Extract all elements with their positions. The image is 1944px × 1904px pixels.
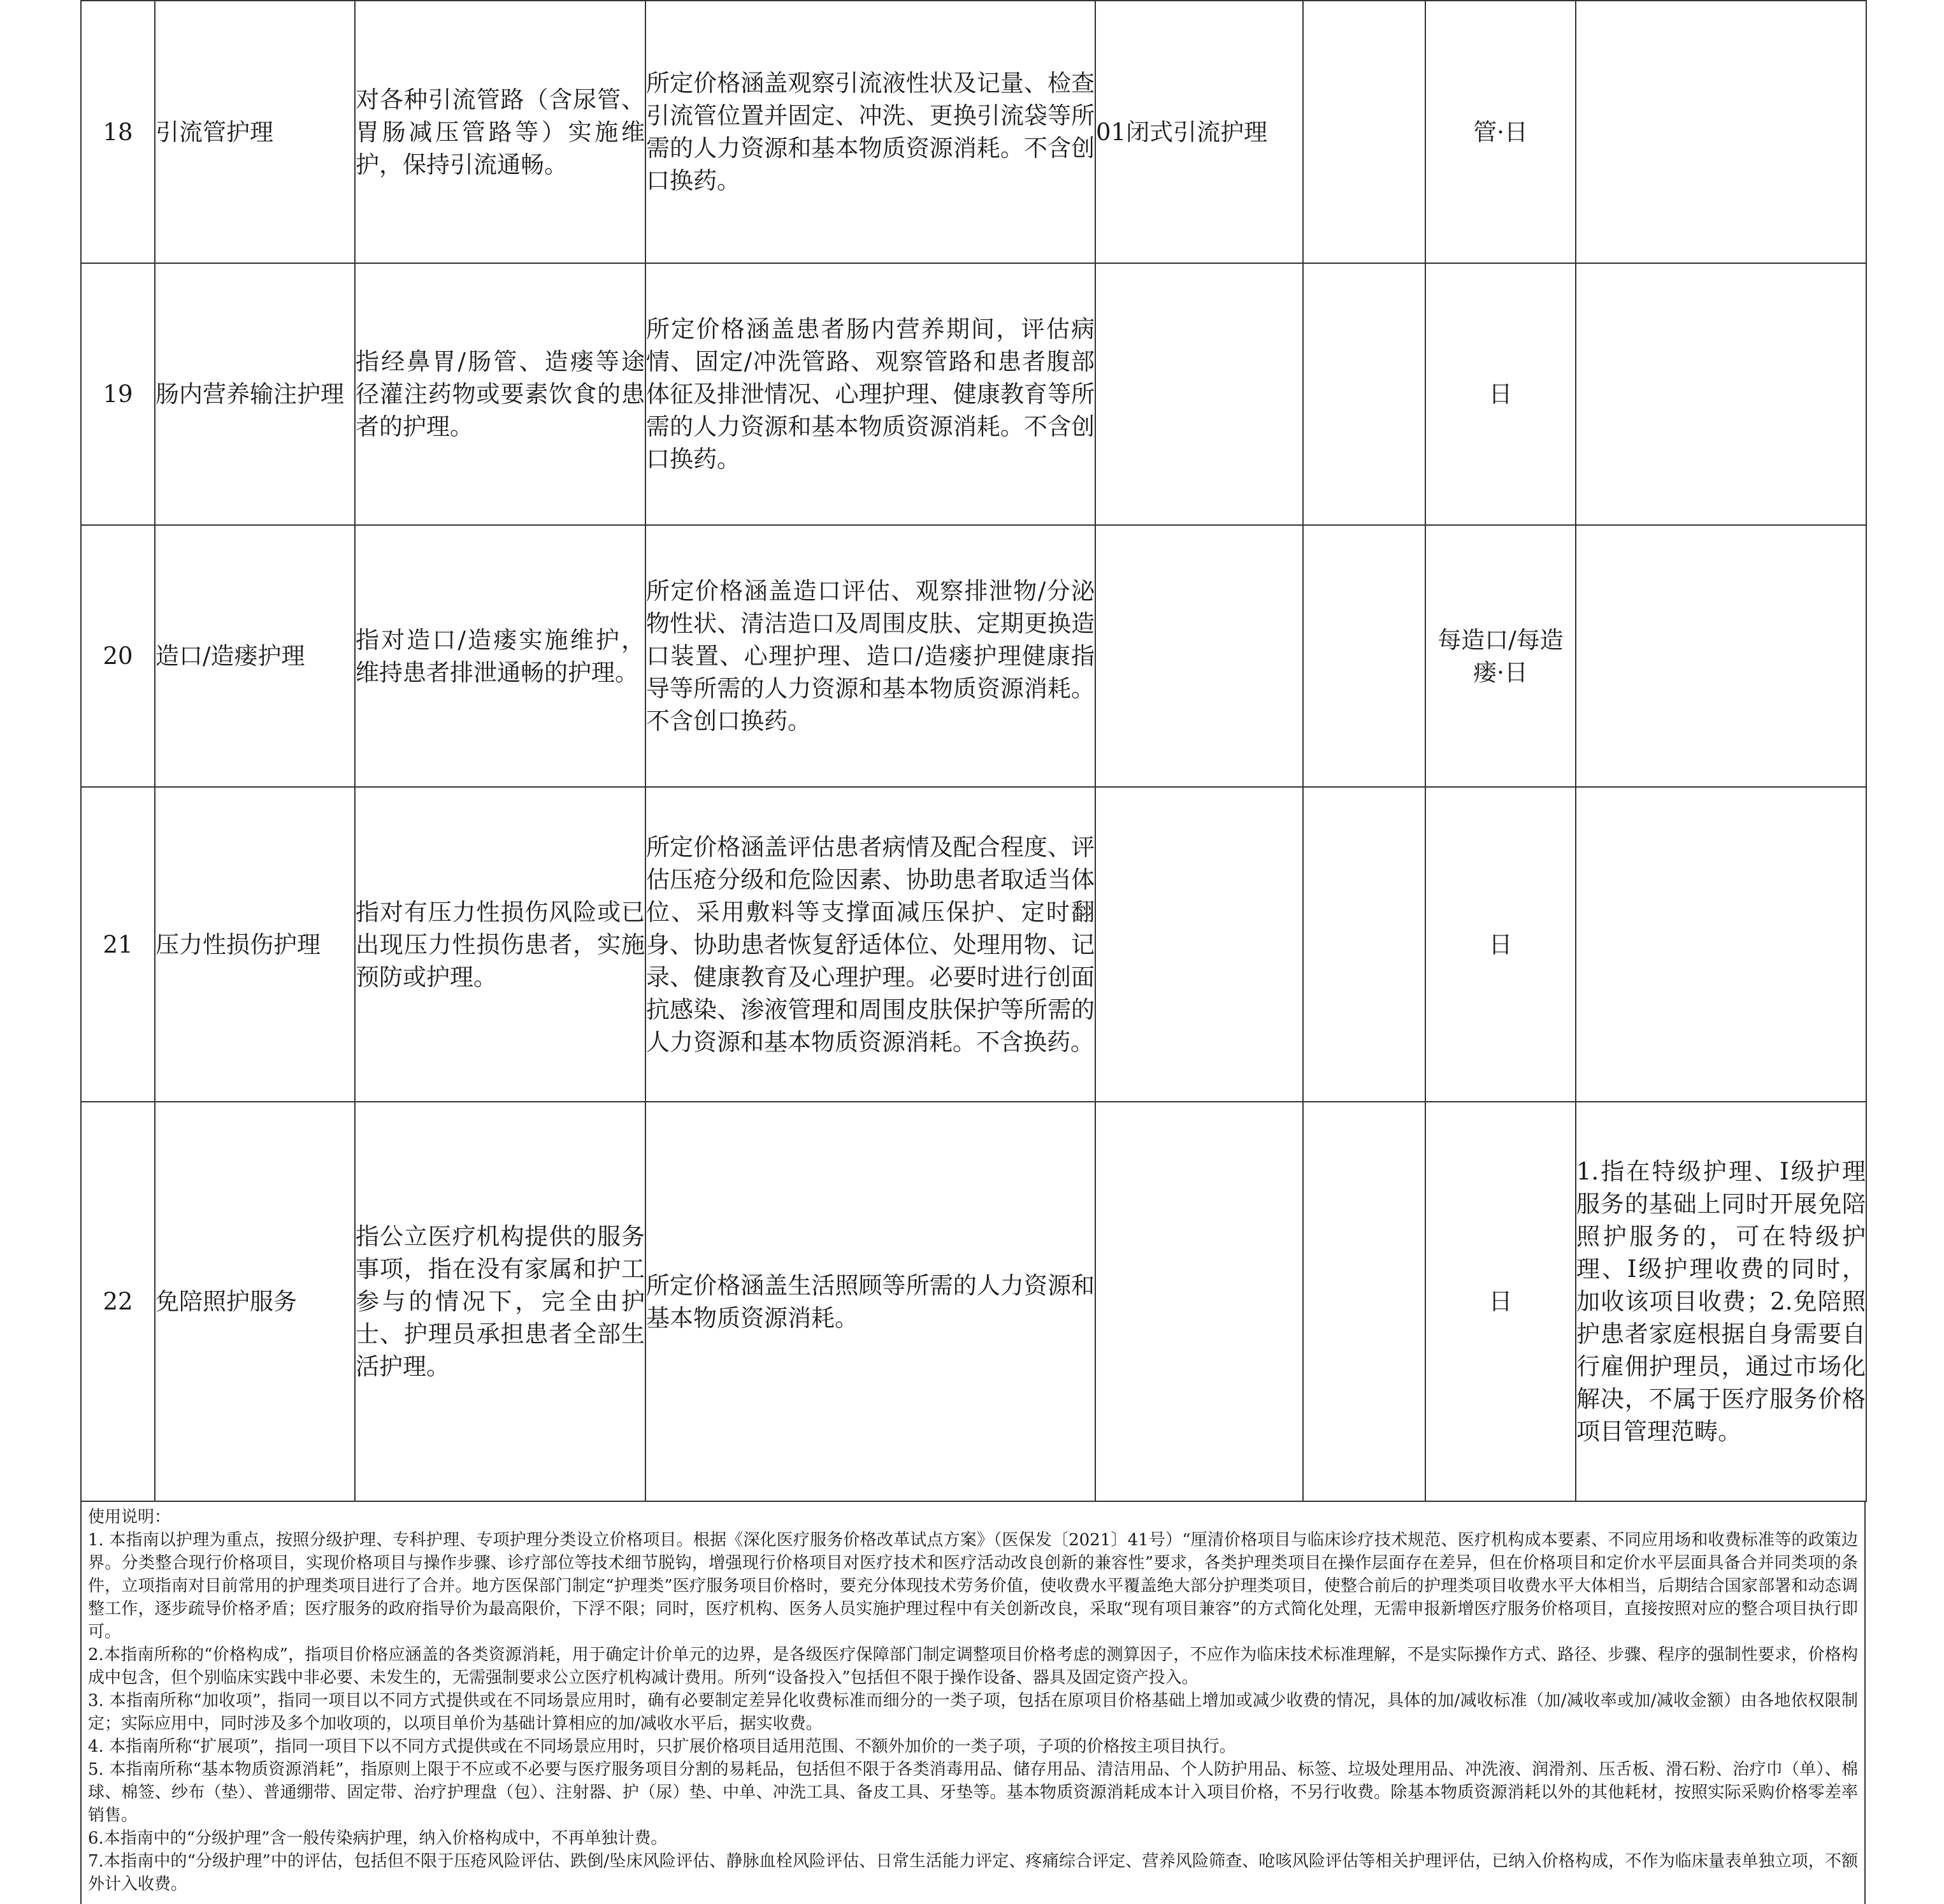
remark xyxy=(1576,263,1866,525)
price-composition: 所定价格涵盖造口评估、观察排泄物/分泌物性状、清洁造口及周围皮肤、定期更换造口装置、心理护理、造口/造瘘护理健康指导等所需的人力资源和基本物质资源消耗。不含创口换药。 xyxy=(645,525,1095,787)
row-number: 21 xyxy=(81,787,155,1102)
extension-item xyxy=(1095,1102,1303,1501)
addon-item xyxy=(1303,525,1425,787)
note-item: 2.本指南所称的“价格构成”，指项目价格应涵盖的各类资源消耗，用于确定计价单元的边界，是各级医疗保障部门制定调整项目价格考虑的测算因子，不应作为临床技术标准理解，不是实际操作方式、路径、步骤、程序的强制性要求，价格构成中包含，但个别临床实践中非必要、未发生的，无需强制要求公立医疗机构减计费用。所列“设备投入”包括但不限于操作设备、器具及固定资产投入。 xyxy=(88,1645,1858,1687)
pricing-unit: 日 xyxy=(1425,263,1576,525)
table-row xyxy=(81,525,1866,787)
item-name: 免陪照护服务 xyxy=(155,1102,355,1501)
row-number: 19 xyxy=(81,263,155,525)
item-name: 造口/造瘘护理 xyxy=(155,525,355,787)
table-row xyxy=(81,787,1866,1102)
pricing-unit: 日 xyxy=(1425,787,1576,1102)
note-item: 3. 本指南所称“加收项”，指同一项目以不同方式提供或在不同场景应用时，确有必要制定差异化收费标准而细分的一类子项，包括在原项目价格基础上增加或减少收费的情况，具体的加/减收标准（加/减收率或加/减收金额）由各地依权限制定；实际应用中，同时涉及多个加收项的，以项目单价为基础计算相应的加/减收水平后，据实收费。 xyxy=(88,1691,1858,1733)
table-row xyxy=(81,1,1866,263)
pricing-unit: 日 xyxy=(1425,1102,1576,1501)
service-content: 对各种引流管路（含尿管、胃肠减压管路等）实施维护，保持引流通畅。 xyxy=(355,1,645,263)
row-number: 18 xyxy=(81,1,155,263)
note-item: 4. 本指南所称“扩展项”，指同一项目下以不同方式提供或在不同场景应用时，只扩展价格项目适用范围、不额外加价的一类子项，子项的价格按主项目执行。 xyxy=(88,1737,1236,1756)
item-name: 压力性损伤护理 xyxy=(155,787,355,1102)
extension-item xyxy=(1095,263,1303,525)
service-content: 指公立医疗机构提供的服务事项，指在没有家属和护工参与的情况下，完全由护士、护理员承担患者全部生活护理。 xyxy=(355,1102,645,1501)
note-item: 5. 本指南所称“基本物质资源消耗”，指原则上限于不应或不必要与医疗服务项目分割的易耗品，包括但不限于各类消毒用品、储存用品、清洁用品、个人防护用品、标签、垃圾处理用品、冲洗液、润滑剂、压舌板、滑石粉、治疗巾（单）、棉球、棉签、纱布（垫）、普通绷带、固定带、治疗护理盘（包）、注射器、护（尿）垫、中单、冲洗工具、备皮工具、牙垫等。基本物质资源消耗成本计入项目价格，不另行收费。除基本物质资源消耗以外的其他耗材，按照实际采购价格零差率销售。 xyxy=(88,1760,1858,1825)
price-composition: 所定价格涵盖患者肠内营养期间，评估病情、固定/冲洗管路、观察管路和患者腹部体征及排泄情况、心理护理、健康教育等所需的人力资源和基本物质资源消耗。不含创口换药。 xyxy=(645,263,1095,525)
remark xyxy=(1576,1,1866,263)
pricing-table xyxy=(80,0,1867,1502)
price-composition: 所定价格涵盖生活照顾等所需的人力资源和基本物质资源消耗。 xyxy=(645,1102,1095,1501)
item-name: 引流管护理 xyxy=(155,1,355,263)
notes-heading: 使用说明： xyxy=(88,1508,171,1527)
addon-item xyxy=(1303,787,1425,1102)
service-content: 指对有压力性损伤风险或已出现压力性损伤患者，实施预防或护理。 xyxy=(355,787,645,1102)
price-composition: 所定价格涵盖观察引流液性状及记量、检查引流管位置并固定、冲洗、更换引流袋等所需的人力资源和基本物质资源消耗。不含创口换药。 xyxy=(645,1,1095,263)
item-name: 肠内营养输注护理 xyxy=(155,263,355,525)
remark xyxy=(1576,525,1866,787)
note-item: 7.本指南中的“分级护理”中的评估，包括但不限于压疮风险评估、跌倒/坠床风险评估、静脉血栓风险评估、日常生活能力评定、疼痛综合评定、营养风险筛查、呛咳风险评估等相关护理评估，已纳入价格构成，不作为临床量表单独立项，不额外计入收费。 xyxy=(88,1852,1858,1894)
table-row xyxy=(81,1102,1866,1501)
addon-item xyxy=(1303,1,1425,263)
table-row xyxy=(81,263,1866,525)
addon-item xyxy=(1303,1102,1425,1501)
extension-item: 01闭式引流护理 xyxy=(1095,1,1303,263)
note-item: 1. 本指南以护理为重点，按照分级护理、专科护理、专项护理分类设立价格项目。根据《深化医疗服务价格改革试点方案》（医保发〔2021〕41号）“厘清价格项目与临床诊疗技术规范、医疗机构成本要素、不同应用场和收费标准等的政策边界。分类整合现行价格项目，实现价格项目与操作步骤、诊疗部位等技术细节脱钩，增强现行价格项目对医疗技术和医疗活动改良创新的兼容性”要求，各类护理类项目在操作层面存在差异，但在价格项目和定价水平层面具备合并同类项的条件，立项指南对目前常用的护理类项目进行了合并。地方医保部门制定“护理类”医疗服务项目价格时，要充分体现技术劳务价值，使收费水平覆盖绝大部分护理类项目，使整合前后的护理类项目收费水平大体相当，后期结合国家部署和动态调整工作，逐步疏导价格矛盾；医疗服务的政府指导价为最高限价，下浮不限；同时，医疗机构、医务人员实施护理过程中有关创新改良，采取“现有项目兼容”的方式简化处理，无需申报新增医疗服务价格项目，直接按照对应的整合项目执行即可。 xyxy=(88,1531,1858,1641)
service-content: 指对造口/造瘘实施维护，维持患者排泄通畅的护理。 xyxy=(355,525,645,787)
remark: 1.指在特级护理、I级护理服务的基础上同时开展免陪照护服务的，可在特级护理、I级护理收费的同时，加收该项目收费；2.免陪照护患者家庭根据自身需要自行雇佣护理员，通过市场化解决，不属于医疗服务价格项目管理范畴。 xyxy=(1576,1102,1866,1501)
price-composition: 所定价格涵盖评估患者病情及配合程度、评估压疮分级和危险因素、协助患者取适当体位、采用敷料等支撑面减压保护、定时翻身、协助患者恢复舒适体位、处理用物、记录、健康教育及心理护理。必要时进行创面抗感染、渗液管理和周围皮肤保护等所需的人力资源和基本物质资源消耗。不含换药。 xyxy=(645,787,1095,1102)
service-content: 指经鼻胃/肠管、造瘘等途径灌注药物或要素饮食的患者的护理。 xyxy=(355,263,645,525)
remark xyxy=(1576,787,1866,1102)
pricing-unit: 每造口/每造瘘·日 xyxy=(1425,525,1576,787)
extension-item xyxy=(1095,525,1303,787)
addon-item xyxy=(1303,263,1425,525)
extension-item xyxy=(1095,787,1303,1102)
row-number: 20 xyxy=(81,525,155,787)
usage-notes xyxy=(80,1501,1866,1904)
row-number: 22 xyxy=(81,1102,155,1501)
note-item: 6.本指南中的“分级护理”含一般传染病护理，纳入价格构成中，不再单独计费。 xyxy=(88,1829,668,1848)
pricing-unit: 管·日 xyxy=(1425,1,1576,263)
